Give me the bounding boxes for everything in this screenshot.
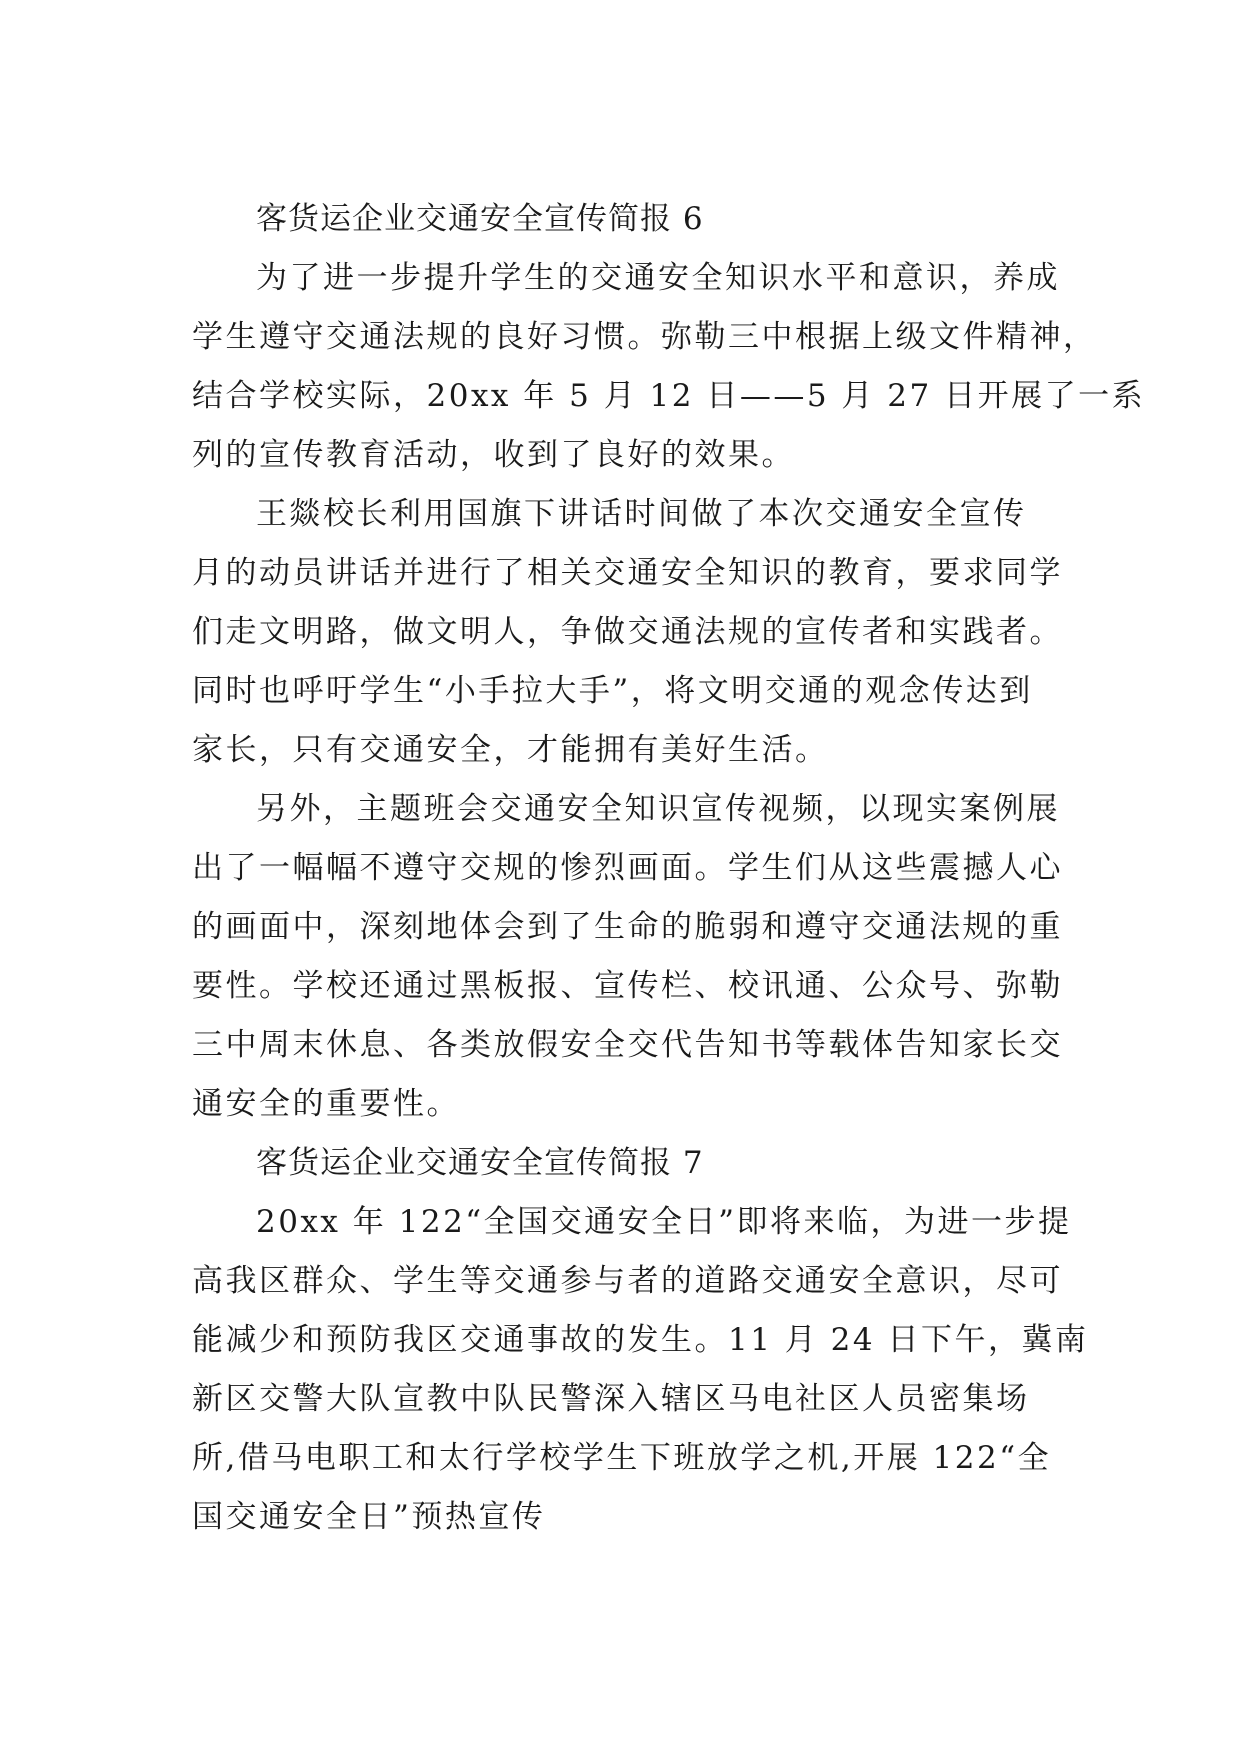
section-title: 客货运企业交通安全宣传简报 6 — [256, 201, 704, 237]
paragraph-line: 出了一幅幅不遵守交规的惨烈画面。学生们从这些震撼人心 — [192, 850, 1063, 886]
paragraph-line: 为了进一步提升学生的交通安全知识水平和意识，养成 — [256, 260, 1060, 296]
paragraph-line: 学生遵守交通法规的良好习惯。弥勒三中根据上级文件精神， — [192, 319, 1097, 355]
paragraph-line: 所,借马电职工和太行学校学生下班放学之机,开展 122“全 — [192, 1440, 1052, 1476]
document-body — [192, 190, 1146, 1547]
paragraph-line: 月的动员讲话并进行了相关交通安全知识的教育，要求同学 — [192, 555, 1063, 591]
paragraph-line: 国交通安全日”预热宣传 — [192, 1499, 546, 1535]
paragraph-line: 能减少和预防我区交通事故的发生。11 月 24 日下午，冀南 — [192, 1322, 1089, 1358]
paragraph-line: 们走文明路，做文明人，争做交通法规的宣传者和实践者。 — [192, 614, 1063, 650]
paragraph-line: 家长，只有交通安全，才能拥有美好生活。 — [192, 732, 829, 768]
paragraph-line: 新区交警大队宣教中队民警深入辖区马电社区人员密集场 — [192, 1381, 1030, 1417]
paragraph-line: 三中周末休息、各类放假安全交代告知书等载体告知家长交 — [192, 1027, 1063, 1063]
paragraph-line: 同时也呼吁学生“小手拉大手”，将文明交通的观念传达到 — [192, 673, 1033, 709]
paragraph-line: 的画面中，深刻地体会到了生命的脆弱和遵守交通法规的重 — [192, 909, 1063, 945]
paragraph-line: 另外，主题班会交通安全知识宣传视频，以现实案例展 — [256, 791, 1060, 827]
section-title: 客货运企业交通安全宣传简报 7 — [256, 1145, 704, 1181]
paragraph-line: 王燚校长利用国旗下讲话时间做了本次交通安全宣传 — [256, 496, 1027, 532]
paragraph-line: 20xx 年 122“全国交通安全日”即将来临，为进一步提 — [256, 1204, 1072, 1240]
paragraph-line: 列的宣传教育活动，收到了良好的效果。 — [192, 437, 795, 473]
paragraph-line: 要性。学校还通过黑板报、宣传栏、校讯通、公众号、弥勒 — [192, 968, 1063, 1004]
paragraph-line: 结合学校实际，20xx 年 5 月 12 日——5 月 27 日开展了一系 — [192, 378, 1146, 414]
paragraph-line: 通安全的重要性。 — [192, 1086, 460, 1122]
paragraph-line: 高我区群众、学生等交通参与者的道路交通安全意识，尽可 — [192, 1263, 1063, 1299]
